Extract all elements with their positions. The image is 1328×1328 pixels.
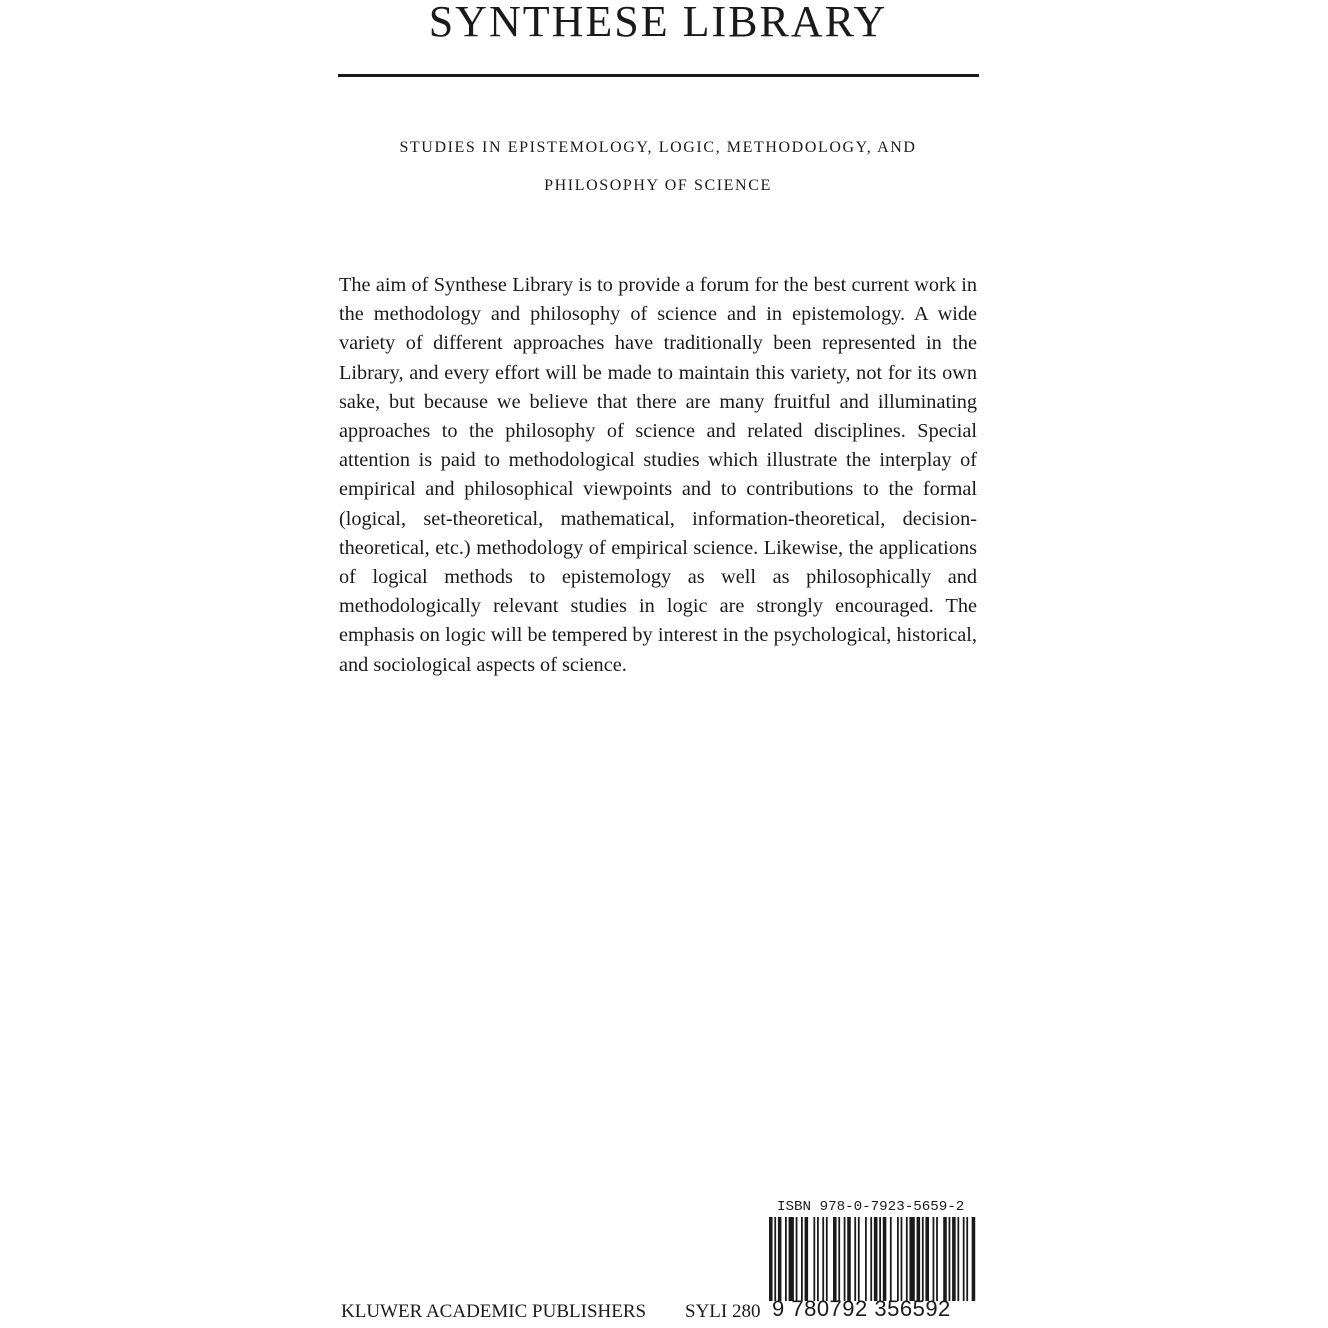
title-rule (338, 74, 979, 77)
isbn-label: ISBN 978-0-7923-5659-2 (777, 1199, 965, 1215)
series-subtitle-line1: STUDIES IN EPISTEMOLOGY, LOGIC, METHODOLOGY, AND (399, 139, 917, 156)
series-code: SYLI 280 (685, 1301, 761, 1322)
series-subtitle-line2: PHILOSOPHY OF SCIENCE (544, 177, 772, 194)
publisher-name: KLUWER ACADEMIC PUBLISHERS (341, 1301, 647, 1322)
series-description: The aim of Synthese Library is to provide a forum for the best current work in the methodology and philosophy of science and in epistemology. A wide variety of different approaches have traditionally been represented in the Library, and every effort will be made to maintain this variety, not for its own sake, but because we believe that there are many fruitful and illuminating approaches to the philosophy of science and related disciplines. Special attention is paid to methodological studies which illustrate the interplay of empirical and philosophical viewpoints and to contributions to the formal (logical, set-theoretical, mathematical, information-theoretical, decision-theoretical, etc.) methodology of empirical science. Likewise, the applications of logical methods to epistemology as well as philosophically and methodologically relevant studies in logic are strongly encouraged. The emphasis on logic will be tempered by interest in the psychological, historical, and sociological aspects of science. (339, 274, 977, 676)
series-title: SYNTHESE LIBRARY (428, 0, 888, 46)
barcode (768, 1217, 978, 1301)
barcode-digits: 9 780792 356592 (772, 1296, 951, 1321)
